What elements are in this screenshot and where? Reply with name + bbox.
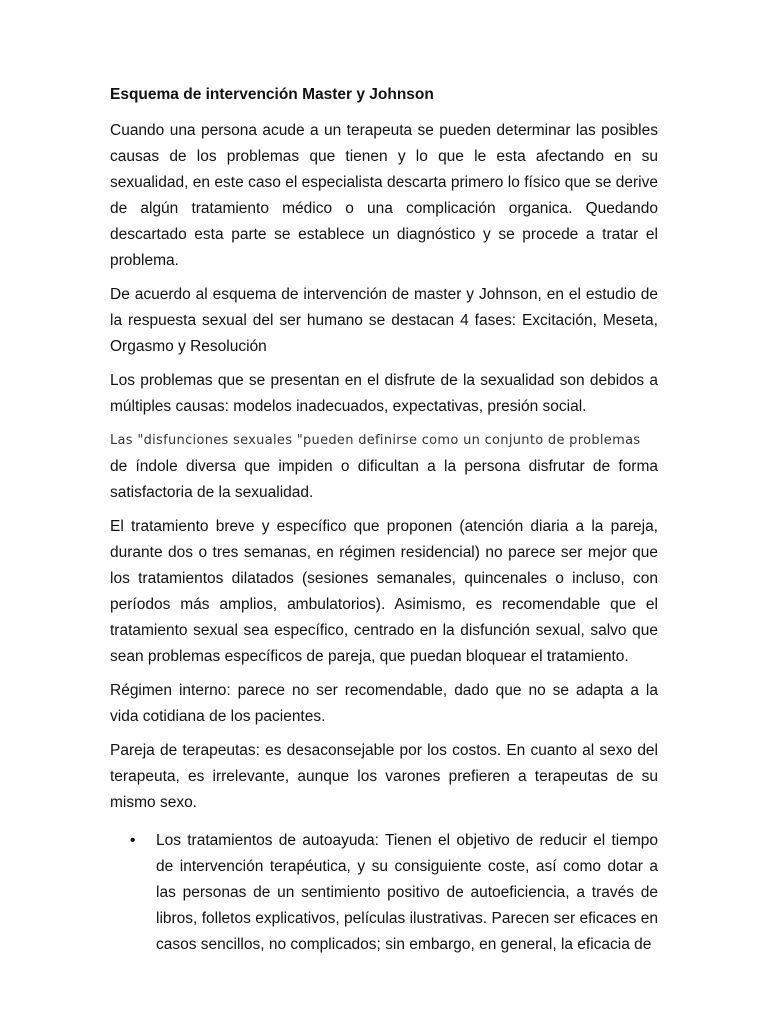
- list-item: [110, 828, 658, 958]
- paragraph-problemas: Los problemas que se presentan en el disfrute de la sexualidad son debidos a múltiples causas: modelos inadecuados, expectativas, presión social.: [110, 372, 658, 415]
- disfunciones-first-line: Las "disfunciones sexuales "pueden definirse como un conjunto de problemas: [110, 433, 641, 448]
- bullet-list: [110, 828, 658, 958]
- document-page: [110, 82, 658, 958]
- paragraph-disfunciones: [110, 428, 658, 454]
- bullet-icon: •: [130, 832, 136, 849]
- paragraph-fases: De acuerdo al esquema de intervención de master y Johnson, en el estudio de la respuesta sexual del ser humano se destacan 4 fases: Excitación, Meseta, Orgasmo y Resolución: [110, 286, 658, 355]
- paragraph-disfunciones-continued: de índole diversa que impiden o dificultan a la persona disfrutar de forma satisfactoria de la sexualidad.: [110, 458, 658, 501]
- document-title: Esquema de intervención Master y Johnson: [110, 86, 434, 103]
- paragraph-pareja: Pareja de terapeutas: es desaconsejable por los costos. En cuanto al sexo del terapeuta, es irrelevante, aunque los varones prefieren a terapeutas de su mismo sexo.: [110, 742, 658, 811]
- list-item-text: Los tratamientos de autoayuda: Tienen el objetivo de reducir el tiempo de intervención terapéutica, y su consiguiente coste, así como dotar a las personas de un sentimiento positivo de autoeficiencia, a través de libros, folletos explicativos, películas ilustrativas. Parecen ser eficaces en casos sencillos, no complicados; sin embargo, en general, la eficacia de: [156, 832, 658, 953]
- paragraph-tratamiento: El tratamiento breve y específico que proponen (atención diaria a la pareja, durante dos o tres semanas, en régimen residencial) no parece ser mejor que los tratamientos dilatados (sesiones semanales, quincenales o incluso, con períodos más amplios, ambulatorios). Asimismo, es recomendable que el tratamiento sexual sea específico, centrado en la disfunción sexual, salvo que sean problemas específicos de pareja, que puedan bloquear el tratamiento.: [110, 518, 658, 665]
- paragraph-causas: Cuando una persona acude a un terapeuta se pueden determinar las posibles causas de los problemas que tienen y lo que le esta afectando en su sexualidad, en este caso el especialista descarta primero lo físico que se derive de algún tratamiento médico o una complicación organica. Quedando descartado esta parte se establece un diagnóstico y se procede a tratar el problema.: [110, 122, 658, 269]
- paragraph-regimen: Régimen interno: parece no ser recomendable, dado que no se adapta a la vida cotidiana de los pacientes.: [110, 682, 658, 725]
